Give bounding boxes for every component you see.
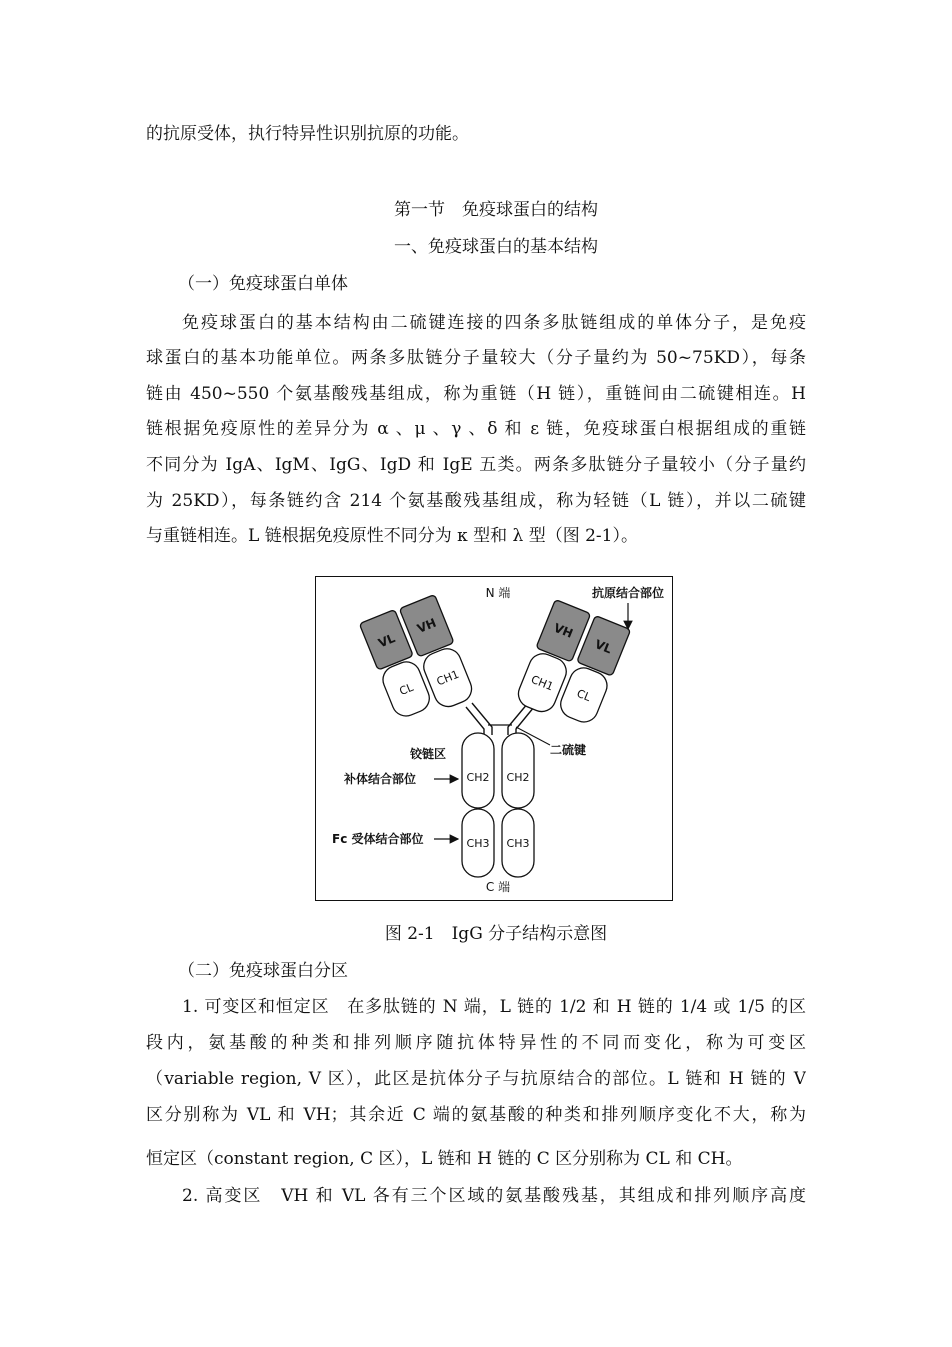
igg-diagram [316, 577, 672, 900]
paragraph-line: 恒定区（constant region, C 区），L 链和 H 链的 C 区分别称为 CL 和 CH。 [146, 1149, 743, 1169]
paragraph-line: 球蛋白的基本功能单位。两条多肽链分子量较大（分子量约为 50~75KD），每条 [146, 348, 806, 368]
hinge-left-upper [466, 707, 484, 735]
paragraph-line: 为 25KD），每条链约含 214 个氨基酸残基组成，称为轻链（L 链），并以二硫键 [146, 491, 806, 511]
ch1-right-label: CH1 [529, 672, 556, 694]
paragraph-line: 链根据免疫原性的差异分为 α 、μ 、γ 、δ 和 ε 链，免疫球蛋白根据组成的重链 [146, 419, 806, 439]
igg-structure-figure [315, 576, 673, 901]
paragraph-line: 与重链相连。L 链根据免疫原性不同分为 κ 型和 λ 型（图 2-1）。 [146, 526, 638, 546]
paragraph-line: 免疫球蛋白的基本结构由二硫键连接的四条多肽链组成的单体分子，是免疫 [182, 313, 806, 333]
paragraph-line: 不同分为 IgA、IgM、IgG、IgD 和 IgE 五类。两条多肽链分子量较小（分子量约 [146, 455, 806, 475]
paragraph-line: 段内，氨基酸的种类和排列顺序随抗体特异性的不同而变化，称为可变区 [146, 1033, 806, 1053]
paragraph-line: 区分别称为 VL 和 VH；其余近 C 端的氨基酸的种类和排列顺序变化不大，称为 [146, 1105, 806, 1125]
complement-binding-site-label: 补体结合部位 [344, 772, 417, 786]
paragraph-line: （variable region, V 区），此区是抗体分子与抗原结合的部位。L 链和 H 链的 V [146, 1069, 806, 1089]
fc-receptor-binding-site-label: Fc 受体结合部位 [332, 832, 424, 846]
ch2-right-label: CH2 [506, 771, 530, 784]
cl-right-label: CL [574, 686, 593, 705]
ch2-left-label: CH2 [466, 771, 490, 784]
ch3-left-label: CH3 [466, 837, 490, 850]
vl-right-label: VL [592, 637, 614, 657]
c-terminal-label: C 端 [485, 880, 511, 894]
vh-left-label: VH [415, 615, 439, 636]
hinge-region-label: 铰链区 [410, 747, 447, 761]
disulfide-bond-label: 二硫键 [550, 743, 587, 757]
paragraph-line: 1. 可变区和恒定区 在多肽链的 N 端，L 链的 1/2 和 H 链的 1/4 或 1/5 的区 [182, 997, 806, 1017]
paragraph-line: 链由 450~550 个氨基酸残基组成，称为重链（H 链），重链间由二硫键相连。H [146, 384, 806, 404]
paragraph-line: 2. 高变区 VH 和 VL 各有三个区域的氨基酸残基，其组成和排列顺序高度 [182, 1186, 806, 1206]
vh-right-label: VH [551, 620, 575, 641]
ch3-right-label: CH3 [506, 837, 530, 850]
figure-caption: 图 2-1 IgG 分子结构示意图 [384, 924, 608, 944]
ch1-left-label: CH1 [434, 667, 461, 689]
subsection-title: 一、免疫球蛋白的基本结构 [394, 237, 598, 257]
vl-left-label: VL [376, 631, 398, 651]
antigen-binding-site-label: 抗原结合部位 [591, 586, 665, 600]
hinge-right-upper [516, 707, 534, 735]
n-terminal-label: N 端 [485, 586, 511, 600]
heading-ig-monomer: （一）免疫球蛋白单体 [178, 274, 348, 294]
paragraph-line: 的抗原受体，执行特异性识别抗原的功能。 [146, 124, 469, 144]
section-title: 第一节 免疫球蛋白的结构 [394, 200, 598, 220]
cl-left-label: CL [397, 680, 416, 699]
heading-ig-regions: （二）免疫球蛋白分区 [178, 961, 348, 981]
